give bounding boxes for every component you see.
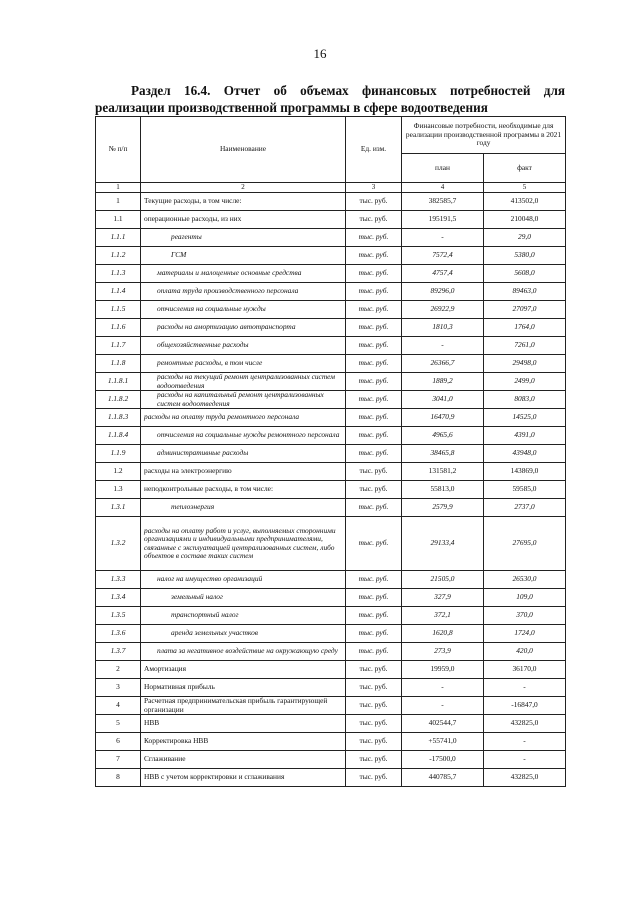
row-plan-value: 1620,8 xyxy=(402,625,484,643)
row-fact-value: 143869,0 xyxy=(484,463,566,481)
row-plan-value: 273,9 xyxy=(402,643,484,661)
table-row xyxy=(96,247,566,265)
row-fact-value: 7261,0 xyxy=(484,337,566,355)
row-name: ГСМ xyxy=(141,247,346,265)
table-row xyxy=(96,607,566,625)
row-number: 1.2 xyxy=(96,463,141,481)
row-fact-value: 29498,0 xyxy=(484,355,566,373)
row-unit: тыс. руб. xyxy=(346,409,402,427)
page-number: 16 xyxy=(313,46,327,61)
row-number: 1.3.3 xyxy=(96,571,141,589)
row-plan-value: 195191,5 xyxy=(402,211,484,229)
row-name: отчисления на социальные нужды xyxy=(141,301,346,319)
row-unit: тыс. руб. xyxy=(346,517,402,571)
row-unit: тыс. руб. xyxy=(346,499,402,517)
row-number: 6 xyxy=(96,733,141,751)
row-plan-value: 89296,0 xyxy=(402,283,484,301)
row-fact-value: 43948,0 xyxy=(484,445,566,463)
row-plan-value: 327,9 xyxy=(402,589,484,607)
row-unit: тыс. руб. xyxy=(346,643,402,661)
row-fact-value: - xyxy=(484,679,566,697)
table-row xyxy=(96,391,566,409)
col-index: 4 xyxy=(402,183,484,193)
header-fact: факт xyxy=(484,154,566,183)
row-fact-value: 109,0 xyxy=(484,589,566,607)
row-fact-value: 26530,0 xyxy=(484,571,566,589)
row-number: 5 xyxy=(96,715,141,733)
row-number: 1.3.1 xyxy=(96,499,141,517)
row-fact-value: 89463,0 xyxy=(484,283,566,301)
row-name: плата за негативное воздействие на окружающую среду xyxy=(141,643,346,661)
row-name: Амортизация xyxy=(141,661,346,679)
row-plan-value: 372,1 xyxy=(402,607,484,625)
row-plan-value: 21505,0 xyxy=(402,571,484,589)
row-name: материалы и малоценные основные средства xyxy=(141,265,346,283)
row-fact-value: 59585,0 xyxy=(484,481,566,499)
row-plan-value: 29133,4 xyxy=(402,517,484,571)
row-fact-value: 8083,0 xyxy=(484,391,566,409)
row-plan-value: - xyxy=(402,337,484,355)
row-number: 8 xyxy=(96,769,141,787)
row-fact-value: -16847,0 xyxy=(484,697,566,715)
table-row xyxy=(96,643,566,661)
header-unit: Ед. изм. xyxy=(346,117,402,183)
row-name: административные расходы xyxy=(141,445,346,463)
row-number: 1.1.8.2 xyxy=(96,391,141,409)
row-fact-value: 370,0 xyxy=(484,607,566,625)
row-number: 4 xyxy=(96,697,141,715)
table-row xyxy=(96,355,566,373)
col-index: 1 xyxy=(96,183,141,193)
row-fact-value: 1724,0 xyxy=(484,625,566,643)
row-number: 1.1.2 xyxy=(96,247,141,265)
row-number: 1.1.7 xyxy=(96,337,141,355)
row-plan-value: 38465,8 xyxy=(402,445,484,463)
heading-line-2: реализации производственной программы в сфере водоотведения xyxy=(95,100,488,115)
row-name: Расчетная предпринимательская прибыль гарантирующей организации xyxy=(141,697,346,715)
row-name: расходы на оплату работ и услуг, выполняемых сторонними организациями и индивидуальными предпринимателями, связанные с эксплуатацией централизованных систем, либо объектов в составе таких систем xyxy=(141,517,346,571)
table-row xyxy=(96,661,566,679)
row-number: 1.3.2 xyxy=(96,517,141,571)
row-fact-value: 432825,0 xyxy=(484,769,566,787)
row-number: 1 xyxy=(96,193,141,211)
row-plan-value: 26366,7 xyxy=(402,355,484,373)
table-row xyxy=(96,697,566,715)
row-unit: тыс. руб. xyxy=(346,697,402,715)
column-index-row xyxy=(96,183,566,193)
row-unit: тыс. руб. xyxy=(346,679,402,697)
table-row xyxy=(96,679,566,697)
row-plan-value: -17500,0 xyxy=(402,751,484,769)
table-row xyxy=(96,733,566,751)
col-index: 2 xyxy=(141,183,346,193)
col-index: 3 xyxy=(346,183,402,193)
row-name: Сглаживание xyxy=(141,751,346,769)
table-row xyxy=(96,517,566,571)
row-fact-value: 4391,0 xyxy=(484,427,566,445)
row-unit: тыс. руб. xyxy=(346,589,402,607)
row-number: 1.1.1 xyxy=(96,229,141,247)
row-unit: тыс. руб. xyxy=(346,769,402,787)
row-number: 1.3.4 xyxy=(96,589,141,607)
table-row xyxy=(96,193,566,211)
financial-needs-table xyxy=(95,116,566,787)
row-plan-value: 26922,9 xyxy=(402,301,484,319)
table-row xyxy=(96,481,566,499)
row-fact-value: 14525,0 xyxy=(484,409,566,427)
header-plan: план xyxy=(402,154,484,183)
row-plan-value: 7572,4 xyxy=(402,247,484,265)
table-row xyxy=(96,409,566,427)
row-plan-value: 1889,2 xyxy=(402,373,484,391)
row-unit: тыс. руб. xyxy=(346,301,402,319)
row-unit: тыс. руб. xyxy=(346,211,402,229)
row-fact-value: 5380,0 xyxy=(484,247,566,265)
row-unit: тыс. руб. xyxy=(346,229,402,247)
table-row xyxy=(96,445,566,463)
section-heading xyxy=(95,82,565,116)
row-plan-value: 55813,0 xyxy=(402,481,484,499)
table-row xyxy=(96,337,566,355)
row-unit: тыс. руб. xyxy=(346,481,402,499)
row-name: налог на имущество организаций xyxy=(141,571,346,589)
row-fact-value: 1764,0 xyxy=(484,319,566,337)
row-plan-value: 19959,0 xyxy=(402,661,484,679)
row-number: 1.1.6 xyxy=(96,319,141,337)
table-row xyxy=(96,211,566,229)
row-plan-value: 4757,4 xyxy=(402,265,484,283)
table-row xyxy=(96,715,566,733)
row-plan-value: 2579,9 xyxy=(402,499,484,517)
row-number: 1.1.8.1 xyxy=(96,373,141,391)
table-row xyxy=(96,589,566,607)
header-name: Наименование xyxy=(141,117,346,183)
row-plan-value: - xyxy=(402,229,484,247)
table-row xyxy=(96,301,566,319)
row-fact-value: 5608,0 xyxy=(484,265,566,283)
row-number: 1.1.8.3 xyxy=(96,409,141,427)
row-number: 1.1.4 xyxy=(96,283,141,301)
row-plan-value: - xyxy=(402,679,484,697)
row-name: Нормативная прибыль xyxy=(141,679,346,697)
row-number: 1.1 xyxy=(96,211,141,229)
row-name: расходы на капитальный ремонт централизованных систем водоотведения xyxy=(141,391,346,409)
row-fact-value: 413502,0 xyxy=(484,193,566,211)
row-number: 1.1.8.4 xyxy=(96,427,141,445)
row-name: транспортный налог xyxy=(141,607,346,625)
row-number: 2 xyxy=(96,661,141,679)
row-name: расходы на оплату труда ремонтного персонала xyxy=(141,409,346,427)
table-row xyxy=(96,751,566,769)
table-row xyxy=(96,319,566,337)
row-unit: тыс. руб. xyxy=(346,247,402,265)
row-name: НВВ с учетом корректировки и сглаживания xyxy=(141,769,346,787)
row-unit: тыс. руб. xyxy=(346,445,402,463)
row-plan-value: 3041,0 xyxy=(402,391,484,409)
row-fact-value: 27695,0 xyxy=(484,517,566,571)
row-unit: тыс. руб. xyxy=(346,319,402,337)
row-number: 1.1.3 xyxy=(96,265,141,283)
table-row xyxy=(96,499,566,517)
row-plan-value: 1810,3 xyxy=(402,319,484,337)
row-unit: тыс. руб. xyxy=(346,733,402,751)
table-row xyxy=(96,373,566,391)
row-fact-value: - xyxy=(484,733,566,751)
table-row xyxy=(96,427,566,445)
row-unit: тыс. руб. xyxy=(346,427,402,445)
table-row xyxy=(96,283,566,301)
header-needs: Финансовые потребности, необходимые для реализации производственной программы в 2021 году xyxy=(402,117,566,154)
row-fact-value: 210048,0 xyxy=(484,211,566,229)
row-unit: тыс. руб. xyxy=(346,265,402,283)
row-name: оплата труда производственного персонала xyxy=(141,283,346,301)
row-fact-value: 27097,0 xyxy=(484,301,566,319)
row-unit: тыс. руб. xyxy=(346,751,402,769)
row-name: расходы на текущий ремонт централизованных систем водоотведения xyxy=(141,373,346,391)
row-unit: тыс. руб. xyxy=(346,391,402,409)
row-name: земельный налог xyxy=(141,589,346,607)
row-name: ремонтные расходы, в том числе xyxy=(141,355,346,373)
row-unit: тыс. руб. xyxy=(346,283,402,301)
row-name: теплоэнергия xyxy=(141,499,346,517)
table-row xyxy=(96,769,566,787)
row-unit: тыс. руб. xyxy=(346,337,402,355)
row-unit: тыс. руб. xyxy=(346,463,402,481)
row-plan-value: 402544,7 xyxy=(402,715,484,733)
table-row xyxy=(96,463,566,481)
row-fact-value: 2499,0 xyxy=(484,373,566,391)
row-name: Корректировка НВВ xyxy=(141,733,346,751)
row-number: 1.3.7 xyxy=(96,643,141,661)
row-plan-value: +55741,0 xyxy=(402,733,484,751)
table-row xyxy=(96,229,566,247)
row-plan-value: 382585,7 xyxy=(402,193,484,211)
row-unit: тыс. руб. xyxy=(346,715,402,733)
table-row xyxy=(96,571,566,589)
row-unit: тыс. руб. xyxy=(346,607,402,625)
row-name: операционные расходы, из них xyxy=(141,211,346,229)
row-fact-value: 36170,0 xyxy=(484,661,566,679)
row-number: 1.3 xyxy=(96,481,141,499)
row-unit: тыс. руб. xyxy=(346,661,402,679)
row-name: Текущие расходы, в том числе: xyxy=(141,193,346,211)
row-number: 1.1.8 xyxy=(96,355,141,373)
row-plan-value: 131581,2 xyxy=(402,463,484,481)
row-name: аренда земельных участков xyxy=(141,625,346,643)
table-row xyxy=(96,625,566,643)
row-name: реагенты xyxy=(141,229,346,247)
row-unit: тыс. руб. xyxy=(346,625,402,643)
row-unit: тыс. руб. xyxy=(346,373,402,391)
row-fact-value: 29,0 xyxy=(484,229,566,247)
row-name: неподконтрольные расходы, в том числе: xyxy=(141,481,346,499)
row-name: НВВ xyxy=(141,715,346,733)
row-fact-value: 420,0 xyxy=(484,643,566,661)
row-plan-value: 4965,6 xyxy=(402,427,484,445)
row-fact-value: 2737,0 xyxy=(484,499,566,517)
row-plan-value: - xyxy=(402,697,484,715)
row-name: расходы на амортизацию автотранспорта xyxy=(141,319,346,337)
row-number: 1.3.5 xyxy=(96,607,141,625)
row-plan-value: 16470,9 xyxy=(402,409,484,427)
row-number: 1.1.9 xyxy=(96,445,141,463)
table-row xyxy=(96,265,566,283)
row-number: 1.1.5 xyxy=(96,301,141,319)
header-num: № п/п xyxy=(96,117,141,183)
row-unit: тыс. руб. xyxy=(346,193,402,211)
row-number: 1.3.6 xyxy=(96,625,141,643)
row-number: 3 xyxy=(96,679,141,697)
row-name: расходы на электроэнергию xyxy=(141,463,346,481)
row-name: общехозяйственные расходы xyxy=(141,337,346,355)
col-index: 5 xyxy=(484,183,566,193)
row-name: отчисления на социальные нужды ремонтного персонала xyxy=(141,427,346,445)
row-plan-value: 440785,7 xyxy=(402,769,484,787)
row-fact-value: 432825,0 xyxy=(484,715,566,733)
row-number: 7 xyxy=(96,751,141,769)
row-unit: тыс. руб. xyxy=(346,571,402,589)
heading-line-1: Раздел 16.4. Отчет об объемах финансовых потребностей для xyxy=(131,83,565,98)
row-unit: тыс. руб. xyxy=(346,355,402,373)
row-fact-value: - xyxy=(484,751,566,769)
